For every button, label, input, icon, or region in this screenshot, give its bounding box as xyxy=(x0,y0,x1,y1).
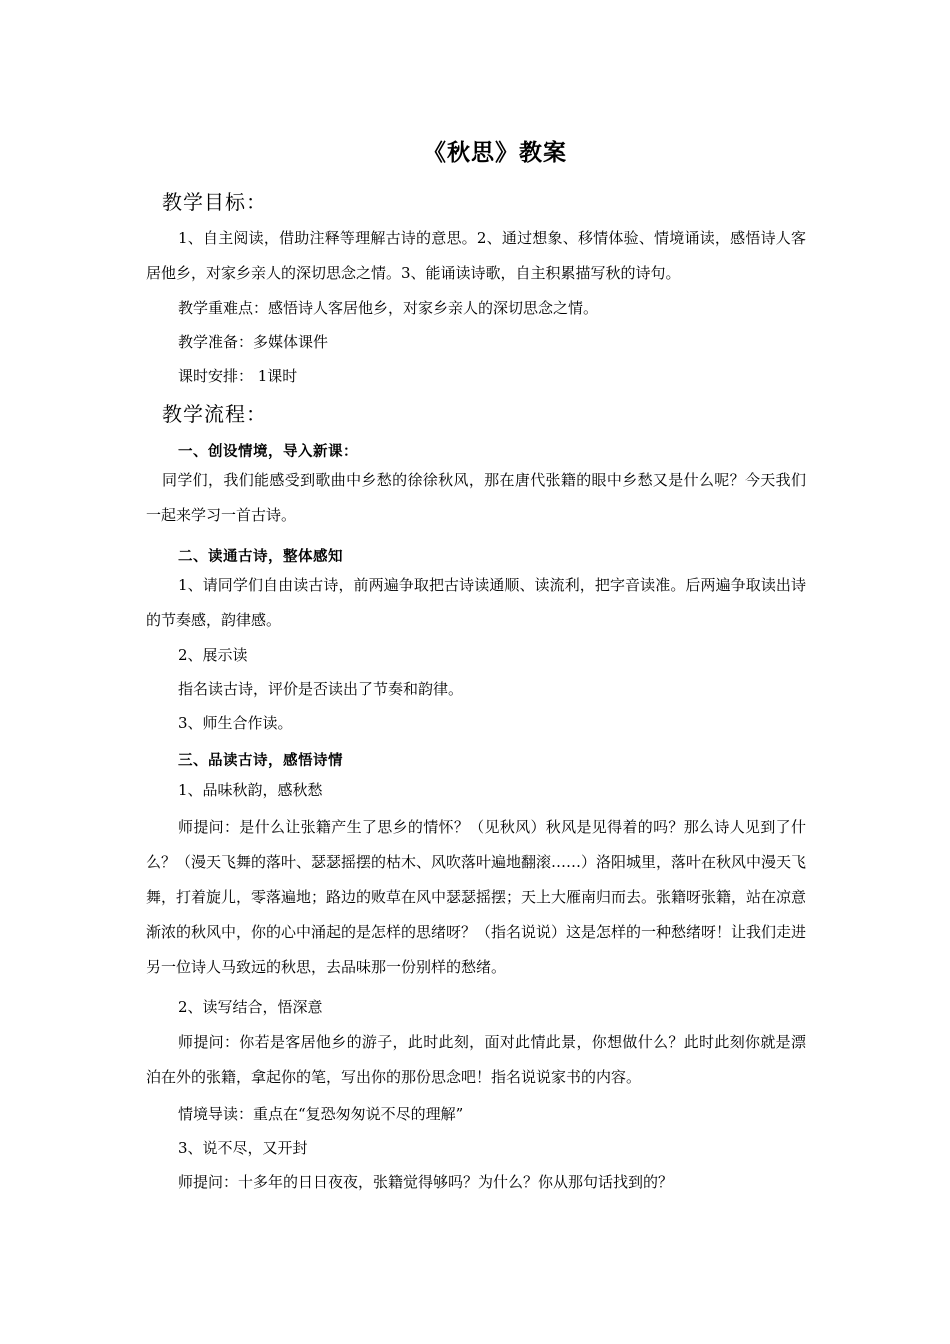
part3-item2-reading: 情境导读：重点在“复恐匆匆说不尽的理解” xyxy=(178,1105,464,1123)
part2-item1-paragraph: 1、请同学们自由读古诗，前两遍争取把古诗读通顺、读流利，把字音读准。后两遍争取读出诗的节奏感，韵律感。 xyxy=(146,576,806,629)
part3-heading: 三、品读古诗，感悟诗情 xyxy=(178,752,343,769)
flow-heading: 教学流程： xyxy=(162,402,267,426)
goals-paragraph: 1、自主阅读，借助注释等理解古诗的意思。2、通过想象、移情体验、情境诵读，感悟诗人客居他乡，对家乡亲人的深切思念之情。3、能诵读诗歌，自主积累描写秋的诗句。 xyxy=(146,229,806,282)
preparation-line: 教学准备：多媒体课件 xyxy=(178,333,329,351)
part3-item1-paragraph: 师提问：是什么让张籍产生了思乡的情怀？（见秋风）秋风是见得着的吗？那么诗人见到了什么？（漫天飞舞的落叶、瑟瑟摇摆的枯木、风吹落叶遍地翻滚……）洛阳城里，落叶在秋风中漫天飞舞，打着旋儿，零落遍地；路边的败草在风中瑟瑟摇摆；天上大雁南归而去。张籍呀张籍，站在凉意渐浓的秋风中，你的心中涌起的是怎样的思绪呀？（指名说说）这是怎样的一种愁绪呀！让我们走进另一位诗人马致远的秋思，去品味那一份别样的愁绪。 xyxy=(146,818,807,976)
part3-item2-paragraph: 师提问：你若是客居他乡的游子，此时此刻，面对此情此景，你想做什么？此时此刻你就是漂泊在外的张籍，拿起你的笔，写出你的那份思念吧！指名说说家书的内容。 xyxy=(146,1033,806,1086)
document-title: 《秋思》教案 xyxy=(423,139,567,166)
goals-heading: 教学目标： xyxy=(162,190,267,214)
part2-item2-label: 2、展示读 xyxy=(178,646,248,664)
part3-item3-label: 3、说不尽，又开封 xyxy=(178,1139,308,1157)
part3-item3-paragraph: 师提问：十多年的日日夜夜，张籍觉得够吗？为什么？你从那句话找到的？ xyxy=(178,1173,674,1191)
key-points-line: 教学重难点：感悟诗人客居他乡，对家乡亲人的深切思念之情。 xyxy=(178,299,599,317)
part1-paragraph: 同学们，我们能感受到歌曲中乡愁的徐徐秋风，那在唐代张籍的眼中乡愁又是什么呢？今天我们一起来学习一首古诗。 xyxy=(146,471,806,524)
part2-item3-label: 3、师生合作读。 xyxy=(178,714,293,732)
part2-heading: 二、读通古诗，整体感知 xyxy=(178,548,343,565)
schedule-line: 课时安排： 1课时 xyxy=(178,367,298,385)
part2-item2-text: 指名读古诗，评价是否读出了节奏和韵律。 xyxy=(178,680,464,698)
part3-item2-label: 2、读写结合，悟深意 xyxy=(178,998,323,1016)
part1-heading: 一、创设情境，导入新课： xyxy=(178,443,358,460)
part3-item1-label: 1、品味秋韵，感秋愁 xyxy=(178,781,323,799)
